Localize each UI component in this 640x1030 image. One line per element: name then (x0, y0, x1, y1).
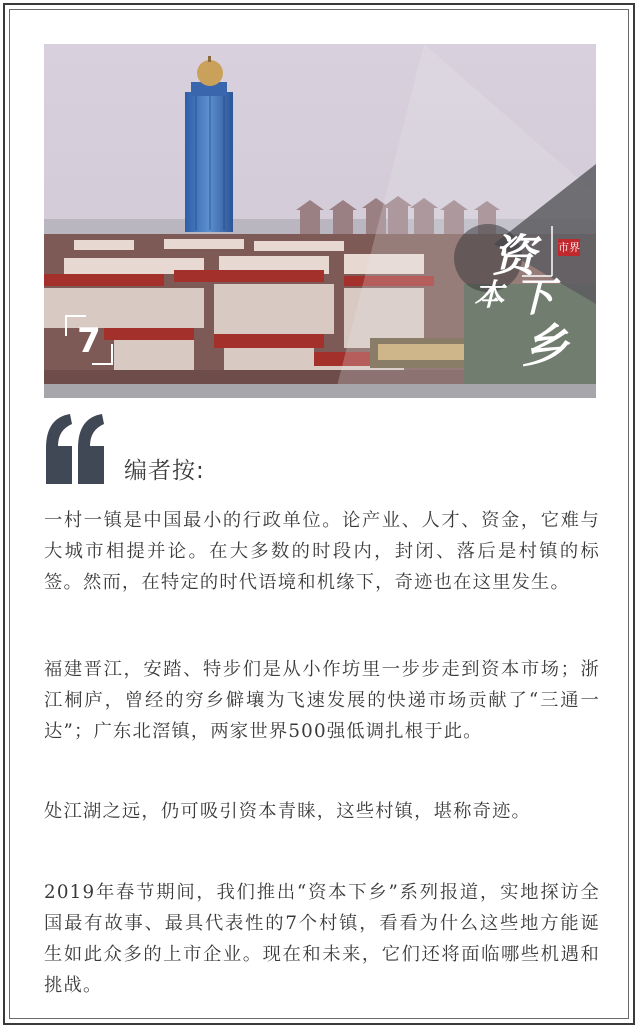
series-number-badge: 7 (77, 321, 101, 361)
series-title-char-1: 资 (492, 231, 536, 282)
intro-paragraph-2: 福建晋江，安踏、特步们是从小作坊里一步步走到资本市场；浙江桐庐，曾经的穷乡僻壤为飞速发展的快递市场贡献了“三通一达”；广东北滘镇，两家世界500强低调扎根于此。 (44, 659, 600, 742)
intro-paragraph-3: 处江湖之远，仍可吸引资本青睐，这些村镇，堪称奇迹。 (44, 801, 532, 822)
series-title-char-4: 乡 (522, 319, 568, 373)
intro-paragraph-1: 一村一镇是中国最小的行政单位。论产业、人才、资金，它难与大城市相提并论。在大多数的时段内，封闭、落后是村镇的标签。然而，在特定的时代语境和机缘下，奇迹也在这里发生。 (44, 510, 600, 593)
editor-note-heading: 编者按: (124, 458, 205, 484)
series-title-char-2: 本 (474, 278, 504, 313)
series-title-char-3: 下 (514, 274, 554, 321)
intro-paragraph-4: 2019年春节期间，我们推出“资本下乡”系列报道，实地探访全国最有故事、最具代表性的7个村镇，看看为什么这些地方能诞生如此众多的上市企业。现在和未来，它们还将面临哪些机遇和挑战。 (44, 882, 600, 996)
quote-mark-icon (44, 412, 108, 486)
series-logo-tag: 市界 (558, 241, 580, 254)
hero-image (44, 44, 596, 398)
